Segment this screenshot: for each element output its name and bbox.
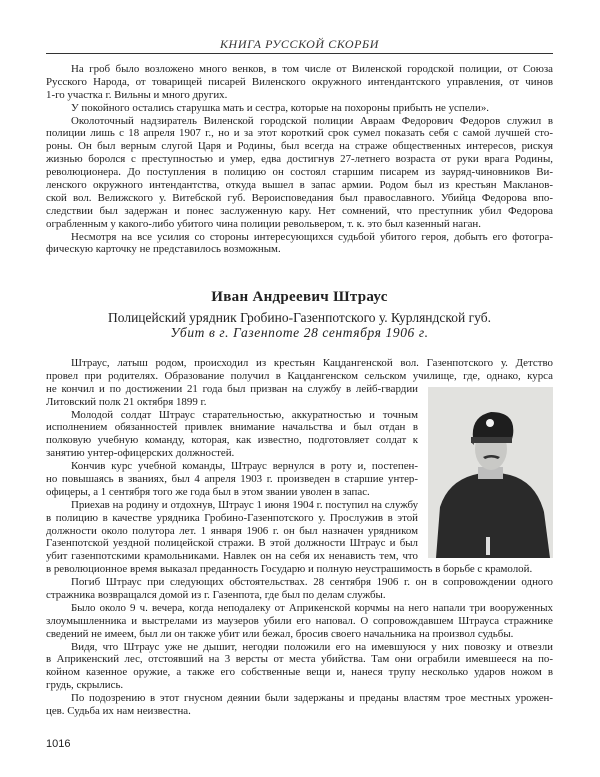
paragraph xyxy=(46,231,553,257)
text-line: Было около 9 ч. вечера, когда неподалеку от Априкенской корчмы на него напали три вооруженных xyxy=(71,601,553,614)
text-line: должности около полутора лет. 1 января 1906 г. он был назначен урядником xyxy=(46,524,418,537)
text-line: полковую учебную команду, которая, как известно, подготовляет солдат к xyxy=(46,434,418,447)
text-line: койном казенное оружие, а также его собственные вещи и, нанеся трупу несколько ударов ножом в xyxy=(46,666,553,679)
section-title: Иван Андреевич Штраус xyxy=(211,289,388,305)
paragraph xyxy=(46,102,553,115)
running-header: КНИГА РУССКОЙ СКОРБИ xyxy=(219,37,379,51)
text-line: исполнением обязанностей привлек внимание начальства и был отдан в xyxy=(46,421,418,434)
portrait-photo xyxy=(428,387,553,558)
text-line: На гроб было возложено много венков, в том числе от Виленской городской полиции, от Союза xyxy=(71,63,553,75)
text-line: офицеры, а 1 сентября того же года был в этом звании уволен в запас. xyxy=(46,485,370,498)
text-line: полиции лишь с 18 апреля 1907 г., но и за этот короткий срок сумел показать себя с самой лучшей сто- xyxy=(46,127,553,140)
text-line: не кончил и по достижении 21 года был призван на службу в лейб-гвардии xyxy=(46,382,418,395)
text-line: грудь, скрылись. xyxy=(46,679,124,692)
text-line: в Априкенский лес, отстоявший на 3 версты от места убийства. Там они ограбили имевшееся на по- xyxy=(46,653,553,666)
text-line: Околоточный надзиратель Виленской городской полиции Авраам Федорович Федоров служил в xyxy=(71,114,553,127)
paragraph xyxy=(46,602,553,641)
text-line: провел при родителях. Образование получил в Кацдангенском сельском училище, где, однако, курса xyxy=(46,369,553,382)
paragraph xyxy=(46,576,553,602)
text-line: ленского окружного интендантства, откуда вышел в запас армии. Родом был из крестьян Макланов- xyxy=(46,179,553,192)
text-line: Штраус, латыш родом, происходил из крестьян Кацдангенской вол. Газенпотского у. Детство xyxy=(71,357,553,369)
text-line: стражника возвращался домой из г. Газенпота, где был по делам службы. xyxy=(46,589,386,602)
text-line: злоумышленника и выстрелами из маузеров убили его наповал. О сопровождавшем Штрауса стражнике xyxy=(46,614,553,627)
text-line: занятию унтер-офицерских должностей. xyxy=(46,447,235,460)
paragraph xyxy=(46,63,553,102)
text-line: следствии был задержан и понес заслуженную кару. Нет сомнений, что преступник убил Федорова xyxy=(46,204,553,217)
paragraph xyxy=(46,641,553,693)
section-date-line: Убит в г. Газенпоте 28 сентября 1906 г. xyxy=(170,325,429,340)
text-line: У покойного остались старушка мать и сестра, которые на похороны прибыть не успели». xyxy=(71,101,489,114)
text-line: 1-го участка г. Вильны и много других. xyxy=(46,88,228,101)
text-line: революционера. До поступления в полицию он состоял старшим писарем из зауряд-чиновников Ви- xyxy=(46,166,553,179)
text-line: Погиб Штраус при следующих обстоятельствах. 28 сентября 1906 г. он в сопровождении одного xyxy=(71,576,553,589)
section-subtitle: Полицейский урядник Гробино-Газенпотского у. Курляндской губ. xyxy=(108,310,491,325)
text-line: в полицию в качестве урядника Гробино-Газенпотского у. Прослужив в этой xyxy=(46,511,418,524)
text-line: роны. Он был верным слугой Царя и Родины, был всегда на страже общественных интересов, рискуя xyxy=(46,140,553,153)
text-line: Русского Народа, от товарищей писарей Виленского окружного интендантского управления, от чинов xyxy=(46,75,553,88)
text-line: Видя, что Штраус уже не дышит, негодяи положили его на имевшуюся у них повозку и отвезли xyxy=(71,640,553,653)
header-rule xyxy=(46,53,553,54)
text-line: жизнью боролся с преступностью и умер, едва достигнув 27-летнего возраста от руки врага Родины, xyxy=(46,153,553,166)
text-line: сведений не имеем, был ли он также убит или бежал, бросив своего начальника на произвол судьбы. xyxy=(46,627,514,640)
text-line: Литовский полк 21 октября 1899 г. xyxy=(46,395,207,408)
text-block-fedorov xyxy=(46,63,553,256)
text-line: Приехав на родину и отдохнув, Штраус 1 июня 1904 г. поступил на службу xyxy=(71,498,418,511)
paragraph xyxy=(46,692,553,718)
text-line: в революционное время выказал преданность Государю и полную неустрашимость в борьбе с крамолой. xyxy=(46,563,533,576)
text-line: но повышаясь в званиях, был 4 апреля 1903 г. произведен в старшие унтер- xyxy=(46,473,418,486)
text-line: Кончив курс учебной команды, Штраус вернулся в роту и, постепен- xyxy=(71,460,418,473)
paragraph xyxy=(46,115,553,231)
page-number: 1016 xyxy=(46,738,71,750)
text-line: Газенпотской уездной полицейской стражи. В этой должности Штраус и был xyxy=(46,537,418,550)
text-line: Молодой солдат Штраус старательностью, аккуратностью и точным xyxy=(71,408,418,421)
text-line: По подозрению в этот гнусном деянии были задержаны и преданы властям трое местных урожен- xyxy=(71,692,553,705)
text-line: убит газенпотскими крамольниками. Навлек он на себя их ненависть тем, что xyxy=(46,550,418,563)
text-line: ограбленным у какого-либо убитого чина полиции револьвером, т. к. это был казенный наган. xyxy=(46,217,481,230)
text-line: цев. Судьба их нам неизвестна. xyxy=(46,705,191,718)
text-line: ской вол. Велижского у. Витебской губ. Вероисповедания был православного. Убийца Федорова впо- xyxy=(46,191,553,204)
text-line: Несмотря на все усилия со стороны интересующихся судьбой убитого героя, добыть его фотогра- xyxy=(71,230,553,243)
text-line: фическую карточку не представилось возможным. xyxy=(46,243,281,256)
